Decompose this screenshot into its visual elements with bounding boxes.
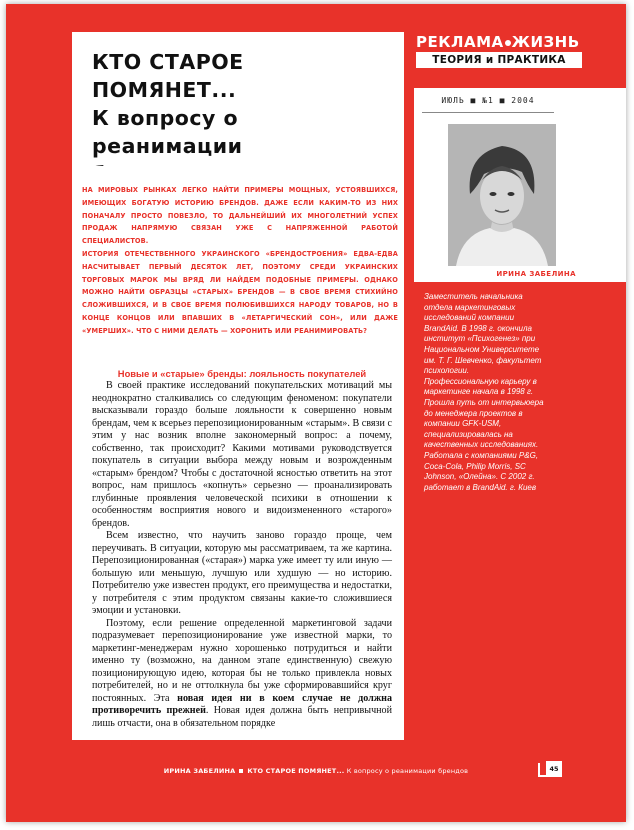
footer-author: ИРИНА ЗАБЕЛИНА [163,767,236,775]
issue-month: ИЮЛЬ [441,96,465,105]
logo-dot-icon [505,40,511,46]
bottom-red-band [6,740,626,822]
page-corner-icon [538,763,546,777]
body-p3-start: Поэтому, если решение определенной маркетинговой задачи подразумевает перепозиционирование уже известной марки, то маркетинг-менеджерам нужно хорошенько потрудиться и найти именно ту (возможно, на данном этапе единственную) свежую позиционирующую идею, которая бы не только привлекла новых потребителей, но и не оттолкнула бы уже сформировавшийся круг постоянных. Эта [92,617,392,704]
footer-separator-icon [239,769,243,773]
author-name: ИРИНА ЗАБЕЛИНА [496,270,576,278]
body-p3-emphasis: новая идея ни в коем случае не должна противоречить прежней [92,692,392,716]
body-p3-end: . Новая идея должна быть непривычной лишь отчасти, она в обязательном порядке [92,705,392,729]
issue-date [422,96,554,105]
author-photo [448,124,556,266]
author-bio [424,292,544,493]
title-line-1: КТО СТАРОЕ ПОМЯНЕТ... [92,50,244,102]
article-body [92,380,392,730]
issue-number: №1 [482,96,494,105]
logo-subtitle: ТЕОРИЯ и ПРАКТИКА [416,52,582,68]
section-subheading: Новые и «старые» бренды: лояльность покупателей [117,368,367,379]
magazine-logo [416,34,582,68]
date-separator-icon: ■ [470,96,477,105]
portrait-icon [448,124,556,266]
body-paragraph-3 [92,618,392,731]
page-number: 45 [546,761,562,777]
left-red-band [6,4,72,772]
footer-subtitle: К вопросу о реанимации брендов [346,767,469,775]
logo-word-left: РЕКЛАМА [416,33,504,51]
lead-paragraph-2: ИСТОРИЯ ОТЕЧЕСТВЕННОГО УКРАИНСКОГО «БРЕНДОСТРОЕНИЯ» ЕДВА-ЕДВА НАСЧИТЫВАЕТ ПЕРВЫЙ ДЕСЯТОК ЛЕТ, ПОЭТОМУ СРЕДИ УКРАИНСКИХ ТОРГОВЫХ МАРОК МЫ ВРЯД ЛИ НАЙДЕМ ПОДОБНЫЕ ПРИМЕРЫ. ОДНАКО МОЖНО НАЙТИ ОБРАЗЦЫ «СТАРЫХ» БРЕНДОВ — В СВОЕ ВРЕМЯ СТИХИЙНО СЛОЖИВШИХСЯ, И В СВОЕ ВРЕМЯ ПОЛЮБИВШИХСЯ НАРОДУ ТОВАРОВ, НО В КОНЦЕ КОНЦОВ ИЛИ ВПАВШИХ В «ЛЕТАРГИЧЕСКИЙ СОН», ИЛИ ДАЖЕ «УМЕРШИХ». ЧТО С НИМИ ДЕЛАТЬ — ХОРОНИТЬ ИЛИ РЕАНИМИРОВАТЬ? [82,249,398,335]
article-lead [82,184,398,338]
logo-wordmark [416,34,582,50]
page-number-block [538,761,562,777]
body-paragraph-1: В своей практике исследований покупательских мотиваций мы неоднократно сталкивались со следующим феноменом: покупатели высказывали гораздо больше лояльности к совершенно новым брендам, чем к всерьез перепозиционированным «старым». В связи с этим у нас возник вполне закономерный вопрос: а почему, собственно, так происходит? Какими мотивами руководствуется покупатель в ситуации выбора между новым и возрожденным «старым» брендом? Чтобы с достаточной ясностью ответить на этот вопрос, нам пришлось «копнуть» серьезно — проанализировать глубинные проявления человеческой психики в отношении к особенностям восприятия нового и видоизмененного «старого» брендов. [92,380,392,529]
logo-word-right: ЖИЗНЬ [511,33,580,51]
date-divider [422,112,554,113]
footer-title: КТО СТАРОЕ ПОМЯНЕТ... [247,767,345,775]
lead-paragraph-1: НА МИРОВЫХ РЫНКАХ ЛЕГКО НАЙТИ ПРИМЕРЫ МОЩНЫХ, УСТОЯВШИХСЯ, ИМЕЮЩИХ БОГАТУЮ ИСТОРИЮ БРЕНДОВ. ДАЖЕ ЕСЛИ КАКИМ-ТО ИЗ НИХ ПОНАЧАЛУ ПРОСТО ПОВЕЗЛО, ТО ДАЛЬНЕЙШИЙ ИХ МНОГОЛЕТНИЙ УСПЕХ ПРОДАЖ НАПРЯМУЮ СВЯЗАН УЖЕ С НАПРЯЖЕННОЙ РАБОТОЙ СПЕЦИАЛИСТОВ. [82,186,398,246]
issue-year: 2004 [511,96,535,105]
page-footer [76,767,556,775]
date-separator-icon: ■ [499,96,506,105]
body-paragraph-2: Всем известно, что научить заново гораздо проще, чем переучивать. В ситуации, которую мы рассматриваем, та же картина. Перепозиционированная («старая») марка уже имеет ту или иную — большую или меньшую, лучшую или худшую — но историю. Потребителю уже известен продукт, его преимущества и недостатки, у потребителя с этим продуктом связаны какие-то сложившиеся эмоции и установки. [92,530,392,616]
title-line-2: К вопросу о реанимации [92,106,243,158]
author-bio-text: Заместитель начальника отдела маркетинговых исследований компании BrandAid. В 1998 г. окончила институт «Психогенез» при Национальном Университете им. Т. Г. Шевченко, факультет психологии. Профессиональную карьеру в маркетинге начала в 1998 г. Прошла путь от интервьюера до менеджера проектов в компании GFK-USM, специализировалась на качественных исследованиях. Работала с компаниями P&G, Coca-Cola, Philip Morris, SC Johnson, «Олейна». С 2002 г. работает в BrandAid. г. Киев [424,292,544,492]
magazine-page [6,4,626,822]
